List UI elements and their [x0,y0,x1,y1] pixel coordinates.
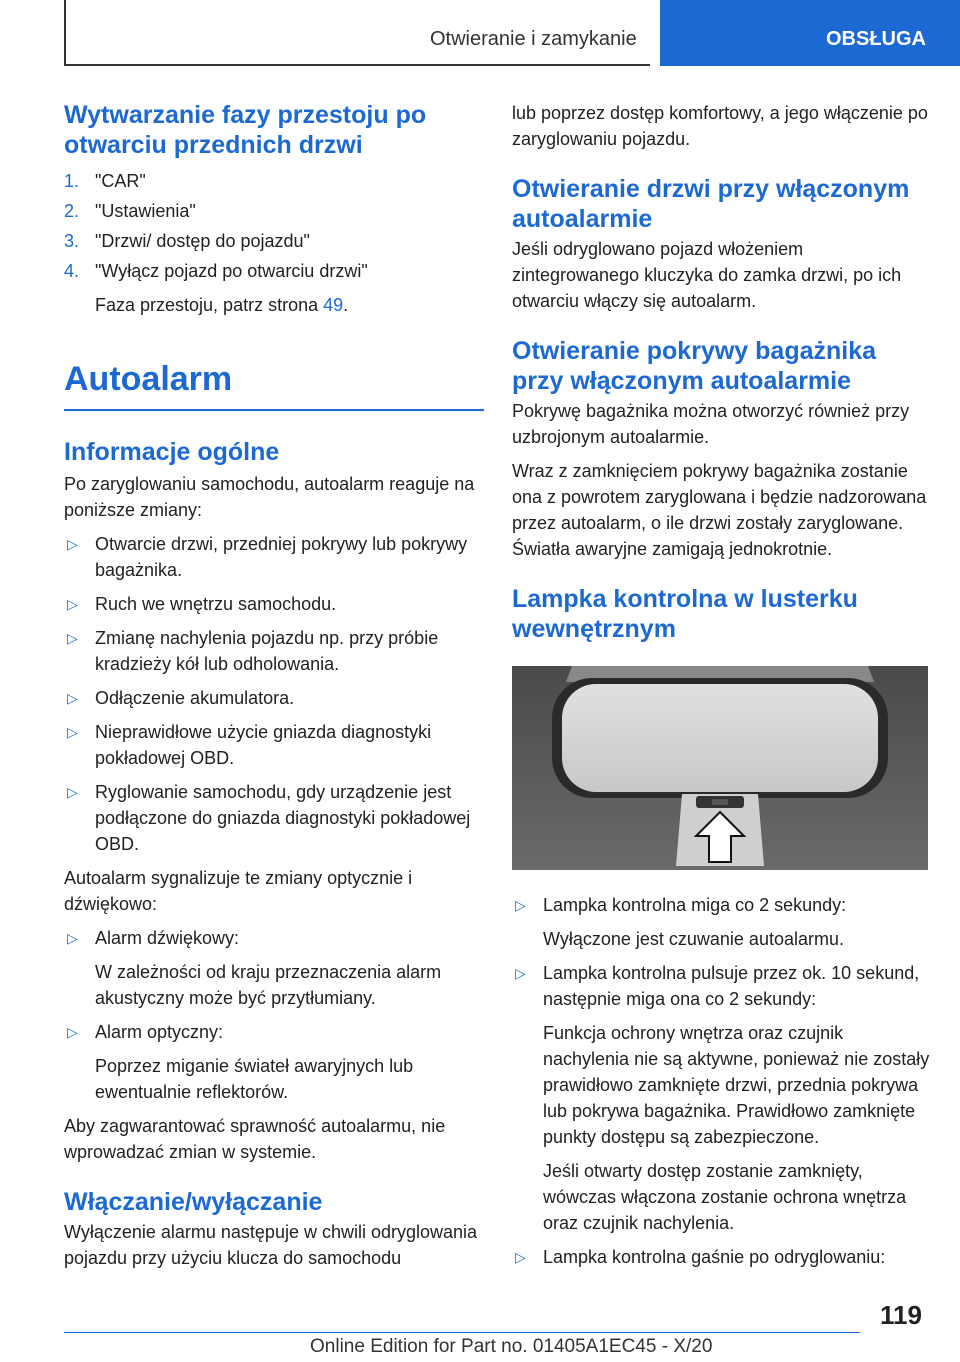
mirror-illustration [512,666,928,870]
step-text: "Ustawienia" [95,201,196,221]
paragraph-doors: Jeśli odryglowano pojazd włożeniem zintegrowanego kluczyka do zamka drzwi, po ich otwarciu włączy się autoalarm. [512,239,902,311]
heading-doors: Otwieranie drzwi przy włączonym autoalarmie [512,175,910,233]
triangle-right-icon: ▷ [67,690,78,706]
step-number: 1. [64,171,80,191]
step-number: 2. [64,201,80,221]
paragraph-continued: lub poprzez dostęp komfortowy, a jego włączenie po zaryglowaniu pojazdu. [512,103,928,149]
step-item [64,228,484,254]
list-item: ▷ Zmianę nachylenia pojazdu np. przy próbie kradzieży kół lub odholowania. [64,625,484,677]
paragraph-ensure: Aby zagwarantować sprawność autoalarmu, nie wprowadzać zmian w systemie. [64,1116,446,1162]
header-section-title: Otwieranie i zamykanie [430,28,637,50]
step-item [64,258,484,318]
triangle-right-icon: ▷ [515,897,526,913]
triangle-right-icon: ▷ [515,965,526,981]
bullet-list-lamp [512,892,930,1270]
bullet-list-changes [64,531,484,857]
paragraph-onoff: Wyłączenie alarmu następuje w chwili odryglowania pojazdu przy użyciu klucza do samochodu [64,1222,478,1268]
triangle-right-icon: ▷ [67,1024,78,1040]
heading-autoalarm: Autoalarm [64,360,484,411]
step-text: "CAR" [95,171,146,191]
page-link[interactable]: 49 [323,295,344,315]
triangle-right-icon: ▷ [67,630,78,646]
header-chapter-label: OBSŁUGA [826,28,926,50]
header-chapter-tab [660,0,960,66]
list-item: ▷ Ruch we wnętrzu samochodu. [64,591,484,617]
paragraph-intro: Po zaryglowaniu samochodu, autoalarm reaguje na poniższe zmiany: [64,474,475,520]
step-sub-text: Faza przestoju, patrz strona 49. [95,295,349,315]
steps-list [64,168,484,318]
mirror-figure [512,666,928,870]
step-text: "Drzwi/ dostęp do pojazdu" [95,231,310,251]
left-column [64,100,484,1279]
step-number: 3. [64,231,80,251]
bullet-list-alarms [64,925,484,1105]
paragraph-trunk-2: Wraz z zamknięciem pokrywy bagażnika zostanie ona z powrotem zaryglowana i będzie nadzorowana przez autoalarm, o ile drzwi zostały zaryglowane. Światła awaryjne zamigają jednokrotnie. [512,461,927,559]
list-item: ▷ Otwarcie drzwi, przedniej pokrywy lub pokrywy bagażnika. [64,531,484,583]
list-item: ▷ Lampka kontrolna pulsuje przez ok. 10 sekund, następnie miga ona co 2 sekundy: Funkcja ochrony wnętrza oraz czujnik nachylenia nie są aktywne, ponieważ nie zostały prawidłowo zamknięte drzwi, przednia pokrywa lub pokrywa bagażnika. Prawidłowo zamknięte punkty dostępu są zabezpieczone. Jeśli otwarty dostęp zostanie zamknięty, wówczas włączona zostanie ochrona wnętrza oraz czujnik nachylenia. [512,960,930,1236]
heading-informacje: Informacje ogólne [64,438,280,466]
header-left-rule [64,0,66,66]
header-bottom-rule [64,64,650,66]
footer-rule [64,1332,860,1333]
list-item: ▷ Alarm optyczny: Poprzez miganie świateł awaryjnych lub ewentualnie reflektorów. [64,1019,484,1105]
triangle-right-icon: ▷ [515,1249,526,1265]
step-text: "Wyłącz pojazd po otwarciu drzwi" [95,261,368,281]
paragraph-trunk-1: Pokrywę bagażnika można otworzyć również przy uzbrojonym autoalarmie. [512,401,910,447]
heading-przestoj: Wytwarzanie fazy przestoju po otwarciu przednich drzwi [64,101,427,159]
heading-onoff: Włączanie/wyłączanie [64,1188,323,1216]
triangle-right-icon: ▷ [67,724,78,740]
footer-edition: Online Edition for Part no. 01405A1EC45 - X/20 [310,1336,713,1357]
right-column [512,100,930,1278]
triangle-right-icon: ▷ [67,930,78,946]
step-item [64,168,484,194]
list-item: ▷ Ryglowanie samochodu, gdy urządzenie jest podłączone do gniazda diagnostyki pokładowej OBD. [64,779,484,857]
paragraph-signal: Autoalarm sygnalizuje te zmiany optycznie i dźwiękowo: [64,868,413,914]
step-number: 4. [64,261,80,281]
list-item: ▷ Lampka kontrolna miga co 2 sekundy: Wyłączone jest czuwanie autoalarmu. [512,892,930,952]
triangle-right-icon: ▷ [67,536,78,552]
list-item: ▷ Nieprawidłowe użycie gniazda diagnostyki pokładowej OBD. [64,719,484,771]
list-item: ▷ Odłączenie akumulatora. [64,685,484,711]
heading-lamp: Lampka kontrolna w lusterku wewnętrznym [512,585,858,643]
list-item: ▷ Alarm dźwiękowy: W zależności od kraju przeznaczenia alarm akustyczny może być przytłumiany. [64,925,484,1011]
list-item: ▷ Lampka kontrolna gaśnie po odryglowaniu: [512,1244,930,1270]
triangle-right-icon: ▷ [67,784,78,800]
triangle-right-icon: ▷ [67,596,78,612]
heading-trunk: Otwieranie pokrywy bagażnika przy włączonym autoalarmie [512,337,877,395]
page-number: 119 [880,1300,922,1330]
step-item [64,198,484,224]
